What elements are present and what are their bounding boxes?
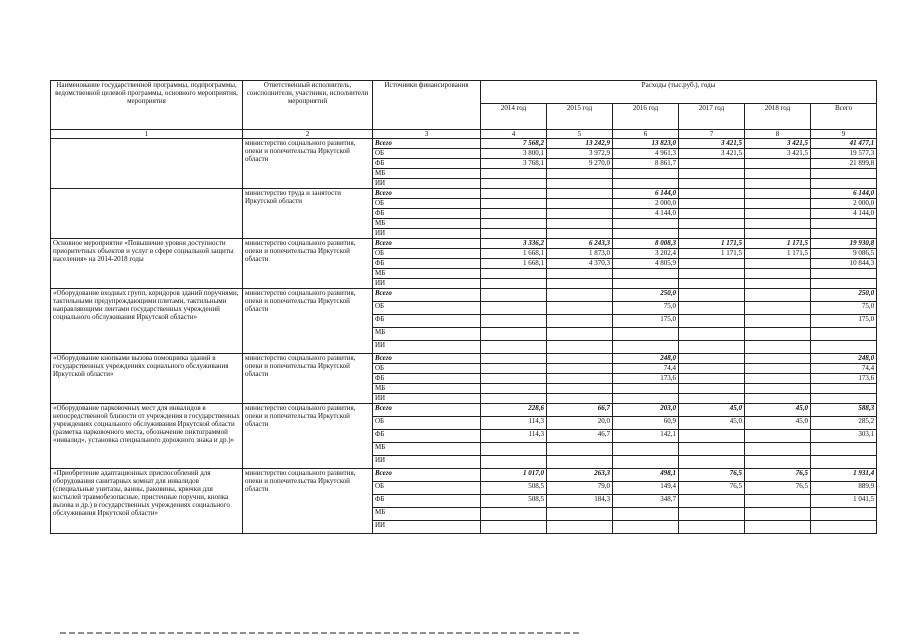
column-number: 6 <box>613 130 679 139</box>
amount-cell <box>613 229 679 239</box>
amount-cell: 3 800,1 <box>481 149 547 159</box>
responsible-cell: министерство социального развития, опеки и попечительства Иркутской области <box>243 239 373 289</box>
amount-cell: 8 861,7 <box>613 159 679 169</box>
amount-cell <box>745 302 811 315</box>
funding-source-cell: МБ <box>373 219 481 229</box>
amount-cell: 2 000,0 <box>613 199 679 209</box>
amount-cell: 8 008,3 <box>613 239 679 249</box>
amount-cell: 46,7 <box>547 430 613 443</box>
amount-cell <box>679 521 745 534</box>
amount-cell <box>745 269 811 279</box>
amount-cell <box>679 179 745 189</box>
amount-cell <box>679 269 745 279</box>
amount-cell <box>745 189 811 199</box>
funding-source-cell: ОБ <box>373 302 481 315</box>
amount-cell: 1 931,4 <box>811 469 877 482</box>
amount-cell <box>679 341 745 354</box>
funding-source-cell: Всего <box>373 289 481 302</box>
amount-cell: 3 421,5 <box>679 149 745 159</box>
amount-cell: 142,1 <box>613 430 679 443</box>
amount-cell <box>745 521 811 534</box>
amount-cell: 3 421,5 <box>745 139 811 149</box>
amount-cell: 20,0 <box>547 417 613 430</box>
amount-cell <box>679 302 745 315</box>
amount-cell: 45,0 <box>745 417 811 430</box>
amount-cell <box>481 443 547 456</box>
amount-cell: 114,3 <box>481 417 547 430</box>
amount-cell <box>745 328 811 341</box>
amount-cell <box>679 315 745 328</box>
header-year-2016: 2016 год <box>613 104 679 130</box>
amount-cell: 76,5 <box>679 469 745 482</box>
amount-cell <box>547 521 613 534</box>
amount-cell <box>481 328 547 341</box>
column-number: 7 <box>679 130 745 139</box>
amount-cell <box>481 341 547 354</box>
program-name-cell: «Приобретение адаптационных приспособлений для оборудования санитарных комнат для инвалидов (специальные унитазы, ванны, раковины, крючки для костылей травмобезопасные, пристенные поручни, кнопка вызова и др.) в государственных учреждениях социального обслуживания Иркутской области» <box>51 469 243 534</box>
column-number: 8 <box>745 130 811 139</box>
amount-cell: 303,1 <box>811 430 877 443</box>
amount-cell: 75,0 <box>811 302 877 315</box>
amount-cell <box>679 508 745 521</box>
amount-cell <box>547 354 613 364</box>
table-row <box>51 404 877 417</box>
amount-cell <box>481 315 547 328</box>
header-program-name: Наименование государственной программы, подпрограммы, ведомственной целевой программы, основного мероприятия, мероприятия <box>51 81 243 130</box>
amount-cell <box>679 374 745 384</box>
amount-cell <box>811 229 877 239</box>
funding-source-cell: МБ <box>373 269 481 279</box>
funding-source-cell: ОБ <box>373 417 481 430</box>
amount-cell: 76,5 <box>745 469 811 482</box>
amount-cell <box>481 229 547 239</box>
table-header <box>51 81 877 139</box>
amount-cell <box>679 364 745 374</box>
amount-cell <box>613 169 679 179</box>
amount-cell <box>613 328 679 341</box>
amount-cell <box>679 456 745 469</box>
amount-cell: 1 873,0 <box>547 249 613 259</box>
amount-cell <box>811 384 877 394</box>
amount-cell <box>547 508 613 521</box>
amount-cell: 228,6 <box>481 404 547 417</box>
amount-cell <box>745 209 811 219</box>
amount-cell: 114,3 <box>481 430 547 443</box>
amount-cell: 4 961,3 <box>613 149 679 159</box>
amount-cell <box>679 443 745 456</box>
amount-cell: 889,9 <box>811 482 877 495</box>
amount-cell <box>745 456 811 469</box>
amount-cell <box>481 199 547 209</box>
amount-cell: 508,5 <box>481 495 547 508</box>
program-name-cell: «Оборудование входных групп, коридоров зданий поручнями, тактильными предупреждающими плитами, тактильными направляющими лентами государственных учреждений социального обслуживания Иркутской области» <box>51 289 243 354</box>
amount-cell <box>745 341 811 354</box>
funding-source-cell: ИИ <box>373 279 481 289</box>
amount-cell <box>679 495 745 508</box>
amount-cell: 173,6 <box>811 374 877 384</box>
amount-cell: 149,4 <box>613 482 679 495</box>
amount-cell: 21 899,8 <box>811 159 877 169</box>
amount-cell: 4 144,0 <box>811 209 877 219</box>
amount-cell <box>481 189 547 199</box>
amount-cell: 74,4 <box>613 364 679 374</box>
amount-cell <box>613 219 679 229</box>
amount-cell <box>745 384 811 394</box>
amount-cell: 2 000,0 <box>811 199 877 209</box>
amount-cell <box>679 189 745 199</box>
amount-cell: 6 144,0 <box>613 189 679 199</box>
amount-cell: 10 844,3 <box>811 259 877 269</box>
amount-cell <box>547 269 613 279</box>
amount-cell <box>679 229 745 239</box>
funding-source-cell: ФБ <box>373 495 481 508</box>
amount-cell: 7 568,2 <box>481 139 547 149</box>
program-name-cell: Основное мероприятие «Повышение уровня доступности приоритетных объектов и услуг в сфере социальной защиты населения» на 2014-2018 годы <box>51 239 243 289</box>
header-expenses: Расходы (тыс.руб.), годы <box>481 81 877 104</box>
amount-cell <box>613 269 679 279</box>
table-row <box>51 289 877 302</box>
amount-cell: 1 668,1 <box>481 259 547 269</box>
amount-cell: 1 017,0 <box>481 469 547 482</box>
amount-cell <box>745 394 811 404</box>
amount-cell: 45,0 <box>745 404 811 417</box>
amount-cell <box>481 269 547 279</box>
amount-cell <box>811 269 877 279</box>
amount-cell <box>679 219 745 229</box>
amount-cell: 250,0 <box>613 289 679 302</box>
amount-cell: 1 171,5 <box>745 249 811 259</box>
funding-source-cell: Всего <box>373 354 481 364</box>
amount-cell: 248,0 <box>613 354 679 364</box>
amount-cell <box>679 328 745 341</box>
amount-cell: 588,3 <box>811 404 877 417</box>
amount-cell: 9 086,5 <box>811 249 877 259</box>
table-body <box>51 139 877 534</box>
amount-cell <box>547 279 613 289</box>
header-funding-sources: Источники финансирования <box>373 81 481 130</box>
amount-cell: 75,0 <box>613 302 679 315</box>
amount-cell <box>547 302 613 315</box>
amount-cell: 3 972,9 <box>547 149 613 159</box>
amount-cell <box>613 456 679 469</box>
amount-cell: 184,3 <box>547 495 613 508</box>
amount-cell <box>745 508 811 521</box>
funding-source-cell: Всего <box>373 139 481 149</box>
column-number: 5 <box>547 130 613 139</box>
funding-source-cell: Всего <box>373 404 481 417</box>
program-name-cell: «Оборудование парковочных мест для инвалидов в непосредственной близости от учреждения в государственных учреждениях социального обслуживания Иркутской области (разметка парковочного места, обозначение пиктограммой «инвалид», установка специального дорожного знака и др.)» <box>51 404 243 469</box>
funding-source-cell: МБ <box>373 443 481 456</box>
amount-cell: 13 823,0 <box>613 139 679 149</box>
amount-cell: 1 041,5 <box>811 495 877 508</box>
amount-cell <box>745 354 811 364</box>
amount-cell <box>547 179 613 189</box>
amount-cell <box>481 394 547 404</box>
amount-cell: 79,0 <box>547 482 613 495</box>
amount-cell <box>745 430 811 443</box>
amount-cell <box>481 289 547 302</box>
funding-source-cell: ФБ <box>373 209 481 219</box>
scan-artifact-line <box>60 632 580 634</box>
table-row <box>51 354 877 364</box>
amount-cell <box>811 443 877 456</box>
expenditure-table <box>50 80 877 534</box>
funding-source-cell: МБ <box>373 169 481 179</box>
column-number: 3 <box>373 130 481 139</box>
amount-cell: 6 144,0 <box>811 189 877 199</box>
responsible-cell: министерство труда и занятости Иркутской области <box>243 189 373 239</box>
amount-cell: 19 577,3 <box>811 149 877 159</box>
amount-cell <box>679 169 745 179</box>
amount-cell: 508,5 <box>481 482 547 495</box>
amount-cell <box>547 209 613 219</box>
amount-cell <box>679 259 745 269</box>
amount-cell: 250,0 <box>811 289 877 302</box>
amount-cell <box>547 394 613 404</box>
header-year-2018: 2018 год <box>745 104 811 130</box>
amount-cell: 1 668,1 <box>481 249 547 259</box>
program-name-cell <box>51 189 243 239</box>
amount-cell: 263,3 <box>547 469 613 482</box>
amount-cell: 3 421,5 <box>679 139 745 149</box>
funding-source-cell: Всего <box>373 239 481 249</box>
funding-source-cell: ИИ <box>373 394 481 404</box>
funding-source-cell: ИИ <box>373 521 481 534</box>
amount-cell: 4 370,3 <box>547 259 613 269</box>
amount-cell <box>547 374 613 384</box>
amount-cell: 6 243,3 <box>547 239 613 249</box>
amount-cell <box>547 229 613 239</box>
amount-cell: 45,0 <box>679 417 745 430</box>
header-year-2015: 2015 год <box>547 104 613 130</box>
column-number: 9 <box>811 130 877 139</box>
amount-cell: 66,7 <box>547 404 613 417</box>
amount-cell <box>613 279 679 289</box>
amount-cell <box>679 279 745 289</box>
amount-cell <box>811 456 877 469</box>
amount-cell: 76,5 <box>745 482 811 495</box>
amount-cell <box>745 364 811 374</box>
funding-source-cell: ФБ <box>373 259 481 269</box>
column-number: 2 <box>243 130 373 139</box>
amount-cell <box>481 179 547 189</box>
amount-cell: 203,0 <box>613 404 679 417</box>
amount-cell <box>745 259 811 269</box>
amount-cell: 19 930,8 <box>811 239 877 249</box>
amount-cell: 175,0 <box>613 315 679 328</box>
amount-cell <box>481 279 547 289</box>
amount-cell: 3 421,5 <box>745 149 811 159</box>
amount-cell: 76,5 <box>679 482 745 495</box>
funding-source-cell: ФБ <box>373 315 481 328</box>
amount-cell <box>811 394 877 404</box>
amount-cell <box>547 289 613 302</box>
amount-cell <box>547 315 613 328</box>
amount-cell <box>745 315 811 328</box>
amount-cell <box>745 169 811 179</box>
amount-cell <box>811 219 877 229</box>
funding-source-cell: ОБ <box>373 482 481 495</box>
header-year-2014: 2014 год <box>481 104 547 130</box>
amount-cell <box>679 430 745 443</box>
amount-cell <box>745 159 811 169</box>
amount-cell <box>481 521 547 534</box>
amount-cell: 9 270,0 <box>547 159 613 169</box>
program-name-cell: «Оборудование кнопками вызова помощника зданий в государственных учреждениях социального обслуживания Иркутской области» <box>51 354 243 404</box>
amount-cell <box>613 384 679 394</box>
funding-source-cell: ФБ <box>373 159 481 169</box>
responsible-cell: министерство социального развития, опеки и попечительства Иркутской области <box>243 469 373 534</box>
amount-cell <box>745 229 811 239</box>
amount-cell <box>679 159 745 169</box>
funding-source-cell: ОБ <box>373 199 481 209</box>
amount-cell <box>811 279 877 289</box>
amount-cell <box>745 443 811 456</box>
amount-cell <box>547 199 613 209</box>
amount-cell <box>547 341 613 354</box>
funding-source-cell: МБ <box>373 384 481 394</box>
amount-cell <box>811 179 877 189</box>
amount-cell <box>745 199 811 209</box>
amount-cell: 173,6 <box>613 374 679 384</box>
funding-source-cell: ИИ <box>373 456 481 469</box>
table-row <box>51 139 877 149</box>
amount-cell <box>679 289 745 302</box>
amount-cell <box>745 374 811 384</box>
table-row <box>51 189 877 199</box>
amount-cell: 248,0 <box>811 354 877 364</box>
funding-source-cell: МБ <box>373 328 481 341</box>
amount-cell <box>745 179 811 189</box>
amount-cell: 3 202,4 <box>613 249 679 259</box>
amount-cell <box>547 328 613 341</box>
program-name-cell <box>51 139 243 189</box>
amount-cell <box>481 364 547 374</box>
amount-cell: 498,1 <box>613 469 679 482</box>
amount-cell <box>811 508 877 521</box>
amount-cell <box>547 169 613 179</box>
amount-cell <box>679 199 745 209</box>
amount-cell: 45,0 <box>679 404 745 417</box>
amount-cell <box>745 219 811 229</box>
amount-cell <box>613 179 679 189</box>
amount-cell <box>481 374 547 384</box>
amount-cell: 348,7 <box>613 495 679 508</box>
amount-cell: 41 477,1 <box>811 139 877 149</box>
funding-source-cell: ОБ <box>373 149 481 159</box>
amount-cell <box>481 508 547 521</box>
amount-cell <box>811 169 877 179</box>
amount-cell <box>745 289 811 302</box>
amount-cell <box>613 443 679 456</box>
amount-cell <box>811 341 877 354</box>
funding-source-cell: ИИ <box>373 229 481 239</box>
amount-cell: 1 171,5 <box>679 239 745 249</box>
amount-cell <box>745 495 811 508</box>
amount-cell: 1 171,5 <box>679 249 745 259</box>
amount-cell: 175,0 <box>811 315 877 328</box>
header-responsible: Ответственный исполнитель, соисполнители, участники, исполнители мероприятий <box>243 81 373 130</box>
amount-cell <box>613 341 679 354</box>
amount-cell: 74,4 <box>811 364 877 374</box>
funding-source-cell: ФБ <box>373 430 481 443</box>
amount-cell <box>481 384 547 394</box>
responsible-cell: министерство социального развития, опеки и попечительства Иркутской области <box>243 404 373 469</box>
amount-cell <box>679 354 745 364</box>
amount-cell: 4 805,9 <box>613 259 679 269</box>
column-number-row <box>51 130 877 139</box>
amount-cell <box>481 456 547 469</box>
amount-cell <box>547 443 613 456</box>
amount-cell <box>481 302 547 315</box>
funding-source-cell: Всего <box>373 469 481 482</box>
amount-cell <box>679 384 745 394</box>
amount-cell <box>481 354 547 364</box>
amount-cell <box>613 521 679 534</box>
amount-cell: 4 144,0 <box>613 209 679 219</box>
amount-cell <box>547 456 613 469</box>
amount-cell <box>613 394 679 404</box>
funding-source-cell: МБ <box>373 508 481 521</box>
funding-source-cell: ИИ <box>373 341 481 354</box>
table-row <box>51 239 877 249</box>
column-number: 1 <box>51 130 243 139</box>
column-number: 4 <box>481 130 547 139</box>
funding-source-cell: ОБ <box>373 249 481 259</box>
table-row <box>51 469 877 482</box>
amount-cell <box>811 328 877 341</box>
header-total: Всего <box>811 104 877 130</box>
responsible-cell: министерство социального развития, опеки и попечительства Иркутской области <box>243 354 373 404</box>
funding-source-cell: ИИ <box>373 179 481 189</box>
funding-source-cell: ОБ <box>373 364 481 374</box>
amount-cell <box>679 394 745 404</box>
amount-cell <box>547 364 613 374</box>
amount-cell: 1 171,5 <box>745 239 811 249</box>
amount-cell <box>481 209 547 219</box>
amount-cell: 13 242,9 <box>547 139 613 149</box>
amount-cell <box>745 279 811 289</box>
amount-cell <box>481 219 547 229</box>
amount-cell: 285,2 <box>811 417 877 430</box>
amount-cell: 60,9 <box>613 417 679 430</box>
amount-cell <box>547 219 613 229</box>
funding-source-cell: Всего <box>373 189 481 199</box>
amount-cell <box>613 508 679 521</box>
header-year-2017: 2017 год <box>679 104 745 130</box>
amount-cell <box>679 209 745 219</box>
amount-cell: 3 336,2 <box>481 239 547 249</box>
amount-cell <box>547 189 613 199</box>
amount-cell <box>481 169 547 179</box>
funding-source-cell: ФБ <box>373 374 481 384</box>
amount-cell <box>547 384 613 394</box>
responsible-cell: министерство социального развития, опеки и попечительства Иркутской области <box>243 139 373 189</box>
responsible-cell: министерство социального развития, опеки и попечительства Иркутской области <box>243 289 373 354</box>
amount-cell <box>811 521 877 534</box>
amount-cell: 3 768,1 <box>481 159 547 169</box>
